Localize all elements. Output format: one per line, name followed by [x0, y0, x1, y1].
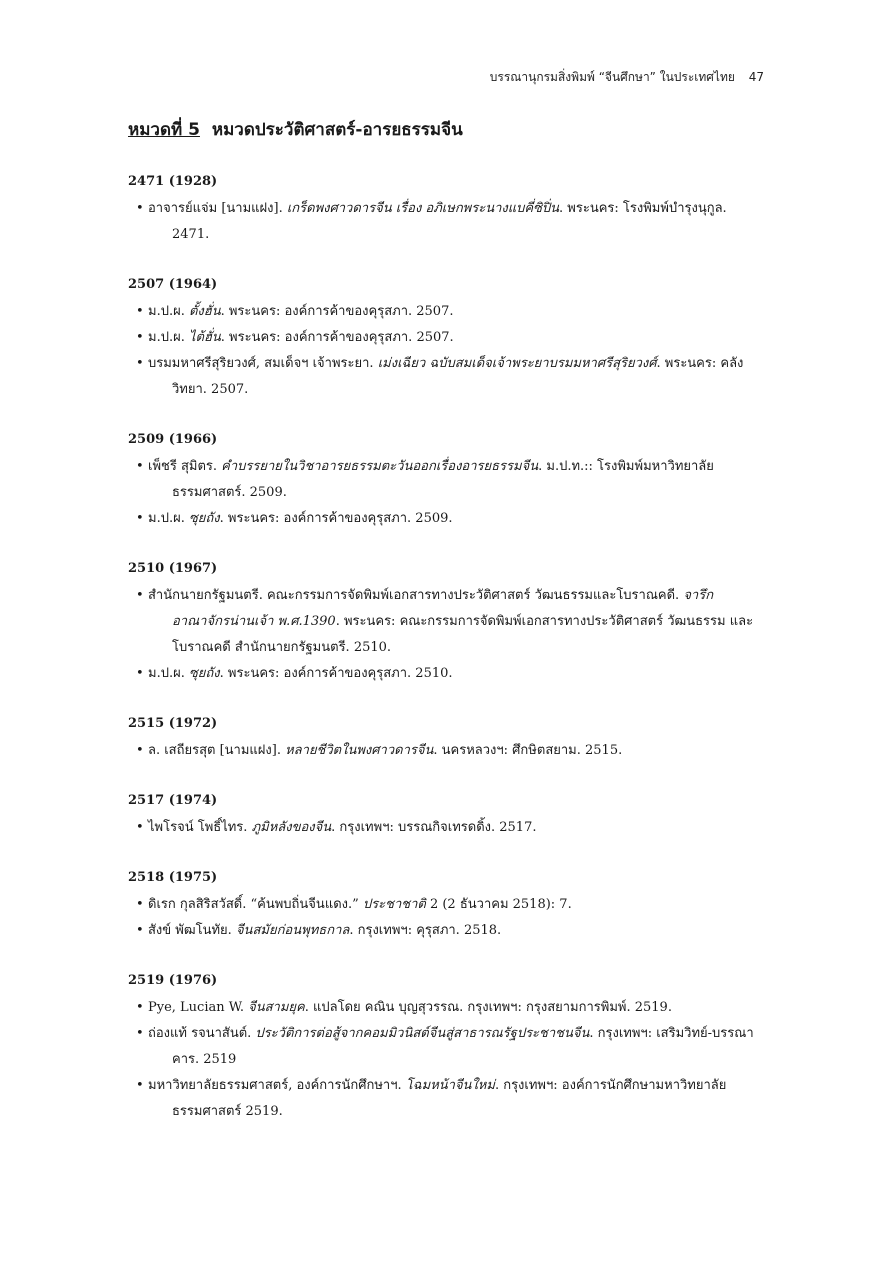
- bibliography-entry: [128, 506, 768, 532]
- entry-list: [128, 738, 768, 764]
- entry-title: จีนสามยุค: [248, 1000, 305, 1015]
- entry-post: . พระนคร: องค์การค้าของคุรุสภา. 2510.: [219, 666, 453, 681]
- entry-post: . ม.ป.ท.:: โรงพิมพ์มหาวิทยาลัยธรรมศาสตร์. 2509.: [172, 459, 714, 500]
- bibliography-entry: [128, 351, 768, 403]
- bibliography-list: [128, 172, 768, 1152]
- entry-title: ประชาชาติ: [362, 897, 426, 912]
- year-group: [128, 559, 768, 687]
- entry-title: หลายชีวิตในพงศาวดารจีน: [285, 743, 434, 758]
- entry-pre: ล. เสถียรสุต [นามแฝง].: [148, 743, 286, 758]
- entry-title: เม่งเฉียว ฉบับสมเด็จเจ้าพระยาบรมมหาศรีสุริยวงศ์: [377, 356, 657, 371]
- year-group: [128, 868, 768, 944]
- entry-list: [128, 995, 768, 1125]
- year-group: [128, 275, 768, 403]
- entry-list: [128, 815, 768, 841]
- entry-title: ซุยถัง: [188, 511, 220, 526]
- entry-pre: ดิเรก กุลสิริสวัสดิ์. “ค้นพบถิ่นจีนแดง.”: [148, 897, 363, 912]
- running-header: [490, 68, 764, 87]
- entry-post: . พระนคร: องค์การค้าของคุรุสภา. 2507.: [220, 330, 454, 345]
- entry-pre: Pye, Lucian W.: [148, 1000, 249, 1015]
- entry-title: ตั้งฮั่น: [188, 304, 221, 319]
- bibliography-entry: [128, 892, 768, 918]
- entry-post: . แปลโดย คณิน บุญสุวรรณ. กรุงเทพฯ: กรุงสยามการพิมพ์. 2519.: [304, 1000, 672, 1015]
- entry-title: จีนสมัยก่อนพุทธกาล: [235, 923, 350, 938]
- chapter-heading: [128, 116, 463, 143]
- entry-post: . พระนคร: คณะกรรมการจัดพิมพ์เอกสารทางประวัติศาสตร์ วัฒนธรรม และโบราณคดี สำนักนายกรัฐมนตรี. 2510.: [172, 614, 754, 655]
- entry-pre: สังข์ พัฒโนทัย.: [148, 923, 236, 938]
- entry-pre: ม.ป.ผ.: [148, 511, 189, 526]
- entry-list: [128, 196, 768, 248]
- page-number: 47: [748, 70, 764, 84]
- entry-title: จารึกอาณาจักรน่านเจ้า พ.ศ.1390: [172, 588, 714, 629]
- entry-pre: ม.ป.ผ.: [148, 304, 189, 319]
- entry-title: เกร็ดพงศาวดารจีน เรื่อง อภิเษกพระนางแบคี่ซิปิ่น: [286, 201, 560, 216]
- entry-title: คำบรรยายในวิชาอารยธรรมตะวันออกเรื่องอารยธรรมจีน: [221, 459, 539, 474]
- year-heading: 2517 (1974): [128, 793, 218, 808]
- year-group: [128, 791, 768, 841]
- entry-title: ไต้ฮั่น: [188, 330, 221, 345]
- bibliography-entry: [128, 661, 768, 687]
- year-heading: 2515 (1972): [128, 716, 218, 731]
- entry-list: [128, 454, 768, 532]
- year-heading: 2519 (1976): [128, 973, 218, 988]
- entry-list: [128, 892, 768, 944]
- year-heading: 2510 (1967): [128, 561, 218, 576]
- entry-pre: ม.ป.ผ.: [148, 666, 189, 681]
- year-group: [128, 430, 768, 532]
- year-heading: 2507 (1964): [128, 277, 218, 292]
- entry-pre: ถ่องแท้ รจนาสันต์.: [148, 1026, 256, 1041]
- entry-pre: มหาวิทยาลัยธรรมศาสตร์, องค์การนักศึกษาฯ.: [148, 1078, 406, 1093]
- year-heading: 2518 (1975): [128, 870, 218, 885]
- entry-pre: อาจารย์แจ่ม [นามแฝง].: [148, 201, 287, 216]
- bibliography-entry: [128, 583, 768, 661]
- entry-list: [128, 299, 768, 403]
- entry-post: . พระนคร: โรงพิมพ์บำรุงนุกูล. 2471.: [172, 201, 727, 242]
- entry-post: . พระนคร: คลังวิทยา. 2507.: [172, 356, 744, 397]
- bibliography-entry: [128, 454, 768, 506]
- entry-list: [128, 583, 768, 687]
- running-title: บรรณานุกรมสิ่งพิมพ์ “จีนศึกษา” ในประเทศไทย: [489, 70, 735, 84]
- entry-pre: สำนักนายกรัฐมนตรี. คณะกรรมการจัดพิมพ์เอกสารทางประวัติศาสตร์ วัฒนธรรมและโบราณคดี.: [148, 588, 684, 603]
- bibliography-entry: [128, 918, 768, 944]
- chapter-number: หมวดที่ 5: [128, 120, 200, 140]
- entry-pre: ไพโรจน์ โพธิ์ไทร.: [148, 820, 252, 835]
- entry-title: ประวัติการต่อสู้จากคอมมิวนิสต์จีนสู่สาธารณรัฐประชาชนจีน: [255, 1026, 590, 1041]
- bibliography-entry: [128, 815, 768, 841]
- bibliography-entry: [128, 1021, 768, 1073]
- entry-post: . กรุงเทพฯ: องค์การนักศึกษามหาวิทยาลัยธรรมศาสตร์ 2519.: [172, 1078, 727, 1119]
- bibliography-entry: [128, 325, 768, 351]
- entry-pre: เพ็ชรี สุมิตร.: [148, 459, 222, 474]
- entry-post: . นครหลวงฯ: ศึกษิตสยาม. 2515.: [433, 743, 623, 758]
- entry-post: . พระนคร: องค์การค้าของคุรุสภา. 2507.: [220, 304, 454, 319]
- entry-pre: บรมมหาศรีสุริยวงศ์, สมเด็จฯ เจ้าพระยา.: [148, 356, 378, 371]
- entry-pre: ม.ป.ผ.: [148, 330, 189, 345]
- entry-title: ภูมิหลังของจีน: [251, 820, 332, 835]
- bibliography-entry: [128, 196, 768, 248]
- bibliography-entry: [128, 738, 768, 764]
- entry-post: . กรุงเทพฯ: บรรณกิจเทรดดิ้ง. 2517.: [331, 820, 537, 835]
- year-heading: 2471 (1928): [128, 174, 218, 189]
- bibliography-entry: [128, 1073, 768, 1125]
- bibliography-entry: [128, 299, 768, 325]
- chapter-title: หมวดประวัติศาสตร์-อารยธรรมจีน: [211, 120, 463, 140]
- entry-post: . พระนคร: องค์การค้าของคุรุสภา. 2509.: [219, 511, 453, 526]
- entry-post: . กรุงเทพฯ: คุรุสภา. 2518.: [349, 923, 502, 938]
- entry-post: 2 (2 ธันวาคม 2518): 7.: [425, 897, 572, 912]
- entry-title: ซุยถัง: [188, 666, 220, 681]
- year-group: [128, 971, 768, 1125]
- year-group: [128, 172, 768, 248]
- entry-title: โฉมหน้าจีนใหม่: [405, 1078, 495, 1093]
- year-group: [128, 714, 768, 764]
- bibliography-entry: [128, 995, 768, 1021]
- year-heading: 2509 (1966): [128, 432, 218, 447]
- entry-post: . กรุงเทพฯ: เสริมวิทย์-บรรณาคาร. 2519: [172, 1026, 754, 1067]
